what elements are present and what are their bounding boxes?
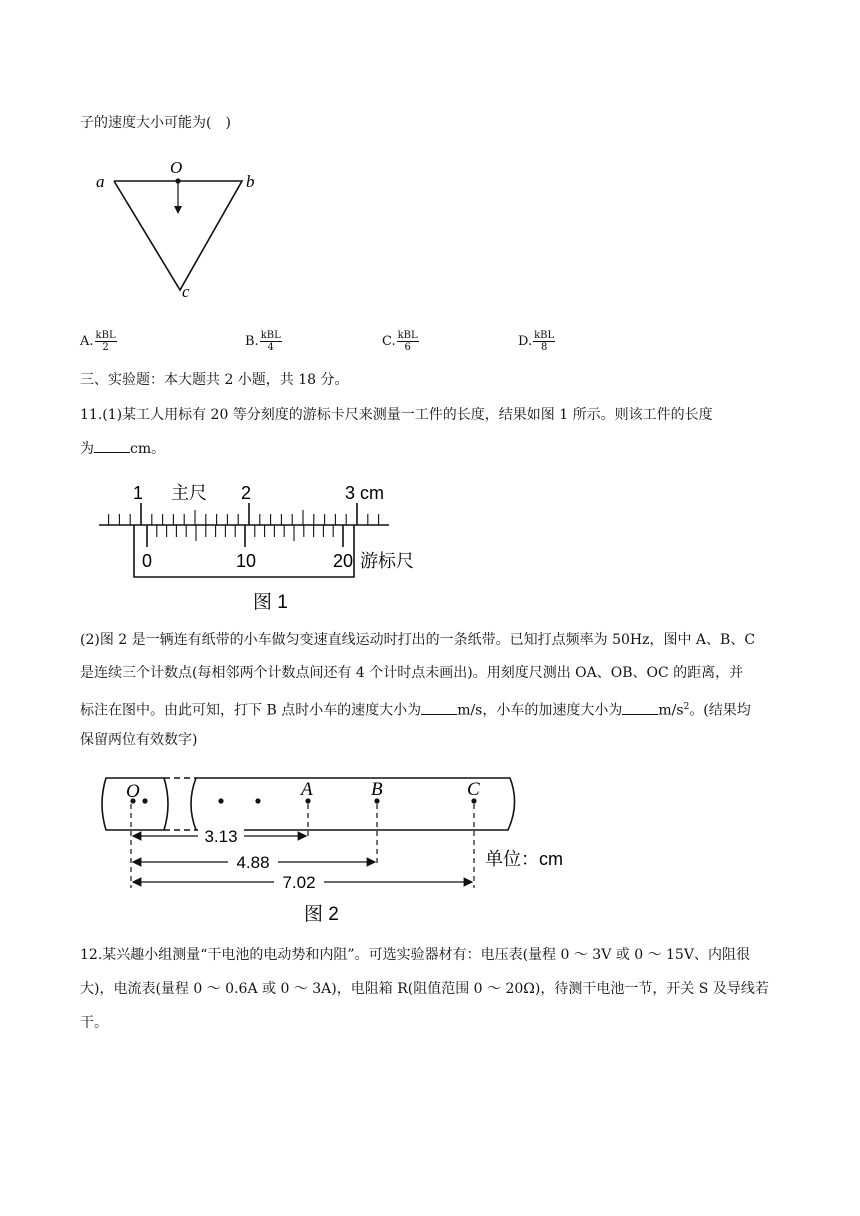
timer-dot <box>218 798 223 803</box>
label-b: B <box>371 779 383 800</box>
answer-blank-acceleration[interactable] <box>622 701 658 715</box>
main-scale-label: 主尺 <box>171 483 207 503</box>
q11-p2-line1: (2)图 2 是一辆连有纸带的小车做匀变速直线运动时打出的一条纸带。已知打点频率为 50Hz，图中 A、B、C <box>80 632 756 648</box>
q12-line3: 干。 <box>80 1015 108 1031</box>
tape-right-segment <box>191 778 515 830</box>
main-scale <box>99 503 389 525</box>
q11-line2: 为 cm。 <box>80 441 166 457</box>
option-a[interactable]: A. $\frac{\text{kBL}}{2}$ <box>80 329 116 353</box>
main-num-2: 2 <box>240 483 252 503</box>
vernier-scale-label: 游标尺 <box>360 551 414 571</box>
q12-line1: 12.某兴趣小组测量“干电池的电动势和内阻”。可选实验器材有：电压表(量程 0 ～ 3V 或 0 ～ 15V、内阻很 <box>80 947 750 963</box>
answer-blank-velocity[interactable] <box>421 701 457 715</box>
answer-blank-length[interactable] <box>94 439 130 453</box>
vernier-caliper-figure <box>95 474 440 614</box>
paper-tape-figure <box>98 770 598 930</box>
q10-stem-end: 子的速度大小可能为( ) <box>80 115 231 131</box>
q12-line2: 大)，电流表(量程 0 ～ 0.6A 或 0 ～ 3A)，电阻箱 R(阻值范围 0 ～ 20Ω)，待测干电池一节，开关 S 及导线若 <box>80 981 769 997</box>
label-o: O <box>126 781 140 802</box>
q11-line1: 11.(1)某工人用标有 20 等分刻度的游标卡尺来测量一工件的长度，结果如图 1 所示。则该工件的长度 <box>80 407 713 423</box>
section-heading: 三、实验题：本大题共 2 小题，共 18 分。 <box>80 372 349 388</box>
main-num-3: 3 cm <box>345 483 385 503</box>
option-d[interactable]: D. $\frac{\text{kBL}}{8}$ <box>518 329 555 353</box>
q11-p2-line3: 标注在图中。由此可知，打下 B 点时小车的速度大小为 m/s，小车的加速度大小为 $m/s^2$。(结果均 <box>80 702 751 719</box>
label-o: O <box>170 158 183 177</box>
timer-dot <box>255 798 260 803</box>
label-b: b <box>246 172 255 191</box>
label-a: a <box>96 172 105 191</box>
q11-p2-line4: 保留两位有效数字) <box>80 732 198 748</box>
distance-oa: 3.13 <box>204 827 238 846</box>
label-c: C <box>467 779 480 800</box>
option-c[interactable]: C. $\frac{\text{kBL}}{6}$ <box>382 329 418 353</box>
main-num-1: 1 <box>132 483 144 503</box>
label-c: c <box>182 282 190 301</box>
vernier-num-10: 10 <box>235 551 257 571</box>
timer-dot <box>142 798 147 803</box>
vernier-num-20: 20 <box>332 551 354 571</box>
figure-1-caption: 图 1 <box>253 592 288 613</box>
option-b[interactable]: B. $\frac{\text{kBL}}{4}$ <box>245 329 281 353</box>
q11-p2-line2: 是连续三个计数点(每相邻两个计数点间还有 4 个计时点未画出)。用刻度尺测出 OA、OB、OC 的距离，并 <box>80 665 744 681</box>
distance-oc: 7.02 <box>282 873 316 892</box>
arrow-head <box>174 206 182 214</box>
figure-2-caption: 图 2 <box>304 904 339 925</box>
triangle-figure <box>90 150 260 305</box>
unit-label: 单位：cm <box>485 849 563 869</box>
vernier-num-0: 0 <box>141 551 153 571</box>
label-a: A <box>301 779 313 800</box>
distance-ob: 4.88 <box>236 853 270 872</box>
